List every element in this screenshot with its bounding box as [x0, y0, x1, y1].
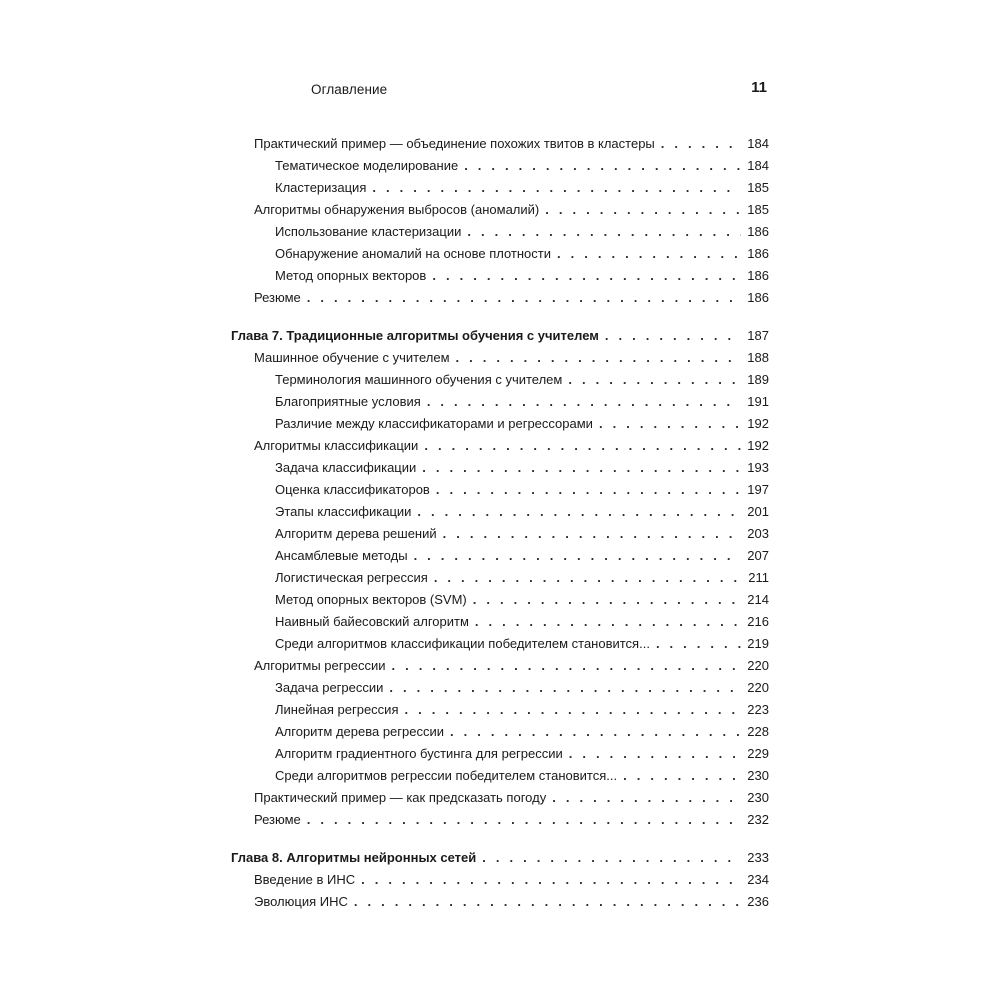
toc-entry-page: 230 — [747, 790, 769, 805]
toc-entry-title: Практический пример — объединение похожих твитов в кластеры — [254, 136, 655, 151]
toc-dot-leader — [307, 809, 741, 831]
toc-entry-page: 201 — [747, 504, 769, 519]
toc-entry-title: Среди алгоритмов классификации победителем становится... — [275, 636, 650, 651]
toc-entry — [231, 721, 769, 743]
toc-dot-leader — [545, 199, 741, 221]
toc-entry — [231, 699, 769, 721]
toc-dot-leader — [605, 325, 741, 347]
toc-entry-page: 184 — [747, 136, 769, 151]
toc-dot-leader — [464, 155, 741, 177]
toc-dot-leader — [456, 347, 741, 369]
toc-entry-title: Машинное обучение с учителем — [254, 350, 450, 365]
toc-entry-page: 220 — [747, 658, 769, 673]
toc-entry-page: 207 — [747, 548, 769, 563]
toc-entry-title: Резюме — [254, 812, 301, 827]
toc-entry-title: Благоприятные условия — [275, 394, 421, 409]
toc-entry-page: 219 — [747, 636, 769, 651]
toc-entry-page: 197 — [747, 482, 769, 497]
toc-entry — [231, 809, 769, 831]
toc-entry-title: Практический пример — как предсказать погоду — [254, 790, 547, 805]
toc-dot-leader — [436, 479, 741, 501]
toc-entry-page: 228 — [747, 724, 769, 739]
toc-entry-title: Метод опорных векторов (SVM) — [275, 592, 467, 607]
toc-entry — [231, 589, 769, 611]
toc-entry — [231, 391, 769, 413]
toc-entry — [231, 265, 769, 287]
toc-entry — [231, 133, 769, 155]
toc-entry-title: Задача регрессии — [275, 680, 384, 695]
toc-entry-title: Алгоритмы классификации — [254, 438, 419, 453]
toc-entry-page: 203 — [747, 526, 769, 541]
toc-dot-leader — [307, 287, 741, 309]
toc-dot-leader — [361, 869, 741, 891]
toc-entry-title: Оценка классификаторов — [275, 482, 430, 497]
toc-entry-page: 186 — [747, 268, 769, 283]
toc-dot-leader — [475, 611, 741, 633]
toc-dot-leader — [434, 567, 741, 589]
toc-chapter-entry — [231, 847, 769, 869]
toc-entry-title: Использование кластеризации — [275, 224, 462, 239]
toc-entry-title: Различие между классификаторами и регрессорами — [275, 416, 593, 431]
toc-entry-title: Тематическое моделирование — [275, 158, 459, 173]
toc-entry-page: 189 — [747, 372, 769, 387]
toc-dot-leader — [417, 501, 741, 523]
toc-entry-title: Алгоритмы регрессии — [254, 658, 386, 673]
toc-dot-leader — [391, 655, 741, 677]
toc-entry — [231, 545, 769, 567]
toc-dot-leader — [473, 589, 741, 611]
toc-dot-leader — [432, 265, 741, 287]
toc-entry-page: 185 — [747, 202, 769, 217]
toc-entry-page: 192 — [747, 438, 769, 453]
toc-entry-page: 193 — [747, 460, 769, 475]
toc-entry — [231, 155, 769, 177]
toc-dot-leader — [623, 765, 741, 787]
toc-entry-page: 232 — [747, 812, 769, 827]
toc-entry — [231, 347, 769, 369]
toc-entry-title: Обнаружение аномалий на основе плотности — [275, 246, 551, 261]
toc-entry — [231, 413, 769, 435]
toc-entry — [231, 567, 769, 589]
toc-dot-leader — [372, 177, 741, 199]
toc-dot-leader — [656, 633, 741, 655]
toc-entry-page: 186 — [747, 224, 769, 239]
toc-entry-page: 184 — [747, 158, 769, 173]
running-header-title: Оглавление — [311, 82, 388, 97]
toc-entry — [231, 677, 769, 699]
toc-entry — [231, 221, 769, 243]
toc-entry — [231, 743, 769, 765]
toc-entry-page: 188 — [747, 350, 769, 365]
toc-entry-title: Линейная регрессия — [275, 702, 399, 717]
toc-dot-leader — [569, 743, 741, 765]
toc-entry — [231, 891, 769, 913]
toc-entry-title: Глава 7. Традиционные алгоритмы обучения с учителем — [231, 328, 599, 343]
toc-entry-page: 236 — [747, 894, 769, 909]
toc-entry-title: Введение в ИНС — [254, 872, 356, 887]
toc-entry-title: Наивный байесовский алгоритм — [275, 614, 469, 629]
toc-entry-title: Этапы классификации — [275, 504, 412, 519]
toc-entry-title: Среди алгоритмов регрессии победителем становится... — [275, 768, 618, 783]
toc-entry-title: Терминология машинного обучения с учителем — [275, 372, 563, 387]
toc-entry — [231, 869, 769, 891]
toc-entry-page: 211 — [748, 570, 769, 585]
toc-entry-title: Алгоритмы обнаружения выбросов (аномалий) — [254, 202, 540, 217]
toc-dot-leader — [552, 787, 741, 809]
toc-entry — [231, 523, 769, 545]
toc-entry — [231, 435, 769, 457]
toc-dot-leader — [405, 699, 742, 721]
toc-entry-page: 214 — [747, 592, 769, 607]
toc-chapter-entry — [231, 325, 769, 347]
toc-entry-title: Эволюция ИНС — [254, 894, 348, 909]
toc-dot-leader — [389, 677, 741, 699]
toc-dot-leader — [661, 133, 741, 155]
toc-entry — [231, 457, 769, 479]
toc-dot-leader — [482, 847, 741, 869]
toc-dot-leader — [443, 523, 741, 545]
toc-entry — [231, 501, 769, 523]
toc-entry-page: 187 — [747, 328, 769, 343]
toc-entry — [231, 787, 769, 809]
toc-entry-page: 191 — [747, 394, 769, 409]
toc-entry — [231, 655, 769, 677]
toc-dot-leader — [414, 545, 741, 567]
toc-entry — [231, 479, 769, 501]
toc-dot-leader — [427, 391, 741, 413]
toc-entry — [231, 199, 769, 221]
toc-dot-leader — [599, 413, 741, 435]
toc-entry-page: 233 — [747, 850, 769, 865]
table-of-contents — [231, 133, 769, 913]
toc-entry-page: 216 — [747, 614, 769, 629]
toc-entry-title: Алгоритм дерева решений — [275, 526, 437, 541]
toc-dot-leader — [354, 891, 741, 913]
toc-entry-title: Глава 8. Алгоритмы нейронных сетей — [231, 850, 477, 865]
toc-entry-page: 220 — [747, 680, 769, 695]
toc-entry-title: Кластеризация — [275, 180, 367, 195]
toc-entry-page: 192 — [747, 416, 769, 431]
toc-entry — [231, 633, 769, 655]
toc-entry-page: 229 — [747, 746, 769, 761]
toc-dot-leader — [424, 435, 741, 457]
page-number: 11 — [751, 79, 767, 96]
toc-entry-title: Резюме — [254, 290, 301, 305]
toc-entry — [231, 177, 769, 199]
toc-entry-page: 186 — [747, 290, 769, 305]
toc-entry — [231, 243, 769, 265]
toc-entry — [231, 287, 769, 309]
toc-entry-title: Ансамблевые методы — [275, 548, 408, 563]
toc-entry — [231, 369, 769, 391]
toc-entry — [231, 611, 769, 633]
toc-dot-leader — [422, 457, 741, 479]
toc-entry-page: 185 — [747, 180, 769, 195]
toc-entry-title: Алгоритм дерева регрессии — [275, 724, 444, 739]
toc-entry-title: Алгоритм градиентного бустинга для регрессии — [275, 746, 563, 761]
toc-entry — [231, 765, 769, 787]
toc-dot-leader — [467, 221, 741, 243]
toc-dot-leader — [450, 721, 741, 743]
toc-entry-page: 223 — [747, 702, 769, 717]
toc-entry-title: Метод опорных векторов — [275, 268, 427, 283]
toc-entry-page: 234 — [747, 872, 769, 887]
toc-entry-title: Задача классификации — [275, 460, 417, 475]
toc-dot-leader — [557, 243, 741, 265]
toc-dot-leader — [568, 369, 741, 391]
toc-entry-page: 186 — [747, 246, 769, 261]
toc-entry-page: 230 — [747, 768, 769, 783]
toc-entry-title: Логистическая регрессия — [275, 570, 428, 585]
